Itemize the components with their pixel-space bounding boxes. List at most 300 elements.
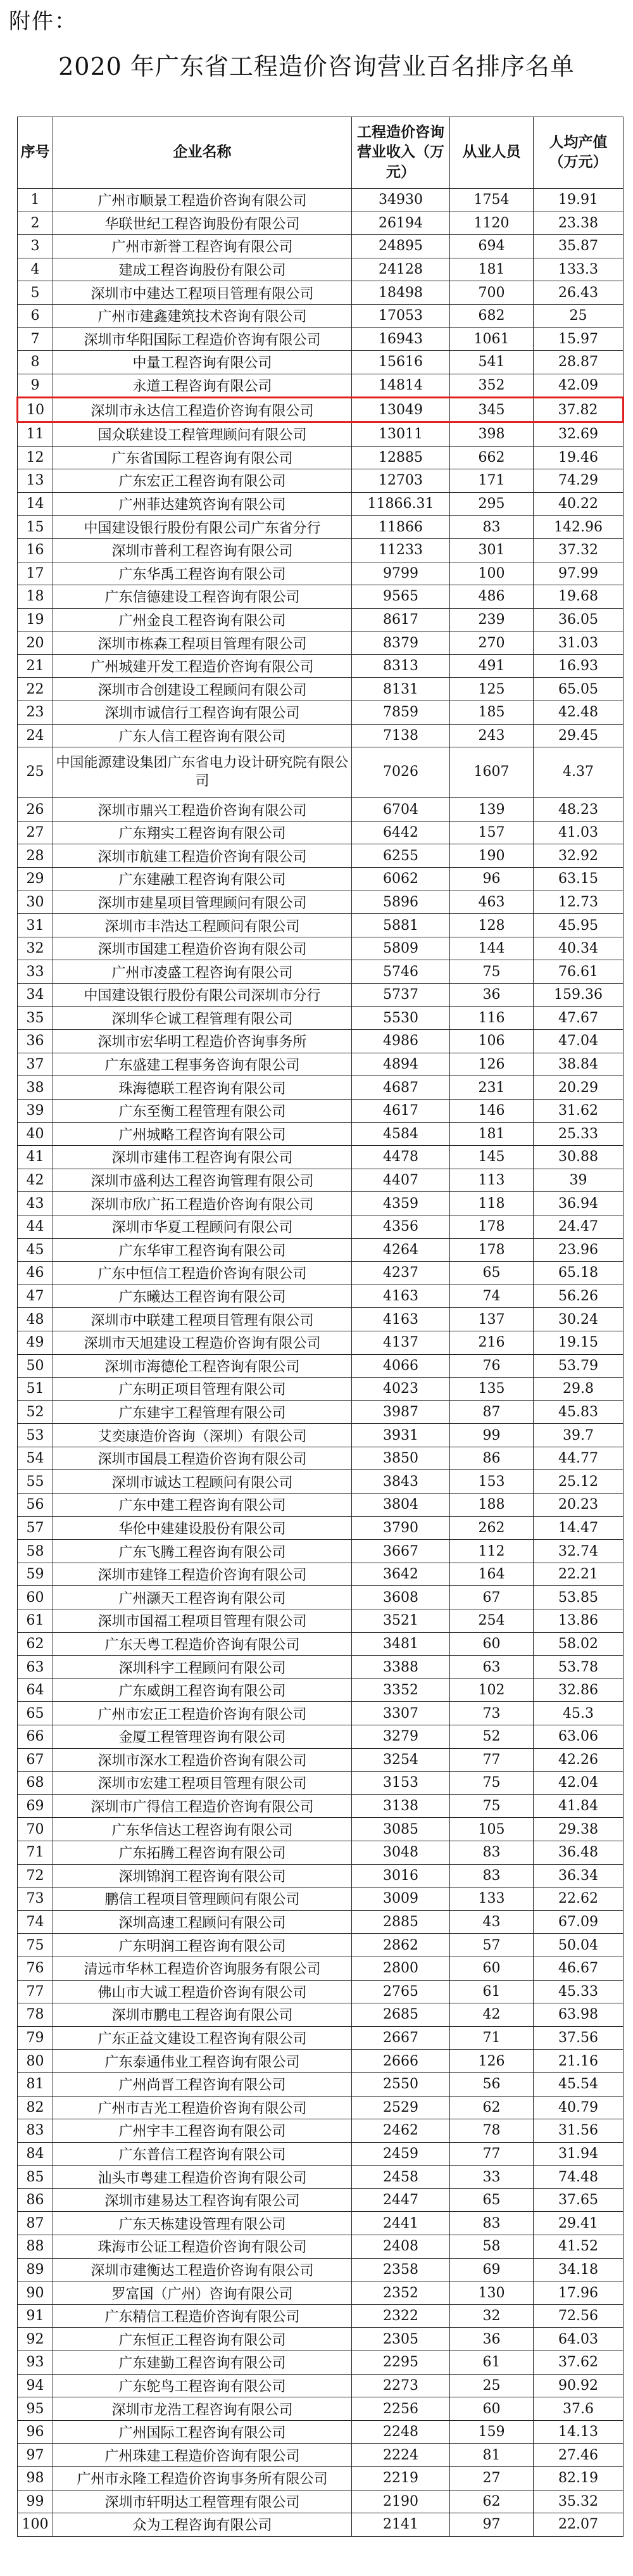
cell-avg: 41.03 <box>534 821 624 844</box>
cell-avg: 29.8 <box>534 1378 624 1401</box>
table-row <box>18 1980 624 2003</box>
cell-avg: 19.68 <box>534 585 624 609</box>
cell-staff: 73 <box>450 1702 534 1725</box>
cell-staff: 239 <box>450 608 534 631</box>
header-revenue: 工程造价咨询营业收入（万元） <box>352 117 450 189</box>
cell-avg: 42.48 <box>534 701 624 725</box>
cell-name: 深圳市轩明达工程管理有限公司 <box>53 2490 352 2513</box>
cell-revenue: 3009 <box>352 1888 450 1911</box>
cell-revenue: 2862 <box>352 1934 450 1957</box>
table-row <box>18 2212 624 2235</box>
cell-name: 广东建融工程咨询有限公司 <box>53 868 352 891</box>
cell-no: 72 <box>18 1864 53 1888</box>
table-row <box>18 1841 624 1864</box>
cell-name: 广州菲达建筑咨询有限公司 <box>53 492 352 516</box>
cell-no: 62 <box>18 1632 53 1656</box>
cell-name: 深圳市中联建工程项目管理有限公司 <box>53 1308 352 1331</box>
table-row <box>18 2235 624 2259</box>
cell-revenue: 24895 <box>352 235 450 258</box>
table-header-row <box>18 117 624 189</box>
cell-name: 深圳高速工程顾问有限公司 <box>53 1910 352 1934</box>
cell-no: 66 <box>18 1725 53 1749</box>
cell-no: 100 <box>18 2513 53 2537</box>
table-row <box>18 1702 624 1725</box>
cell-staff: 77 <box>450 2142 534 2166</box>
cell-name: 深圳市华夏工程顾问有限公司 <box>53 1215 352 1238</box>
table-row <box>18 937 624 960</box>
table-row <box>18 2351 624 2375</box>
cell-no: 35 <box>18 1006 53 1030</box>
cell-name: 广东盛建工程事务咨询有限公司 <box>53 1053 352 1076</box>
cell-name: 广东华禹工程咨询有限公司 <box>53 562 352 585</box>
cell-name: 国众联建设工程管理顾问有限公司 <box>53 422 352 446</box>
cell-revenue: 3642 <box>352 1563 450 1586</box>
cell-no: 70 <box>18 1818 53 1841</box>
cell-name: 深圳市建锋工程造价咨询有限公司 <box>53 1563 352 1586</box>
cell-staff: 1061 <box>450 327 534 351</box>
cell-staff: 181 <box>450 258 534 281</box>
cell-name: 深圳市鼎兴工程造价咨询有限公司 <box>53 798 352 822</box>
cell-avg: 25 <box>534 304 624 327</box>
cell-revenue: 14814 <box>352 374 450 398</box>
cell-name: 珠海市公证工程造价咨询有限公司 <box>53 2235 352 2259</box>
cell-staff: 65 <box>450 1262 534 1285</box>
cell-staff: 1754 <box>450 189 534 212</box>
cell-revenue: 4359 <box>352 1192 450 1215</box>
cell-staff: 178 <box>450 1215 534 1238</box>
cell-revenue: 3307 <box>352 1702 450 1725</box>
cell-no: 54 <box>18 1447 53 1470</box>
cell-no: 43 <box>18 1192 53 1215</box>
cell-revenue: 2352 <box>352 2281 450 2305</box>
cell-avg: 20.23 <box>534 1494 624 1517</box>
cell-avg: 26.43 <box>534 281 624 305</box>
table-row <box>18 798 624 822</box>
cell-staff: 137 <box>450 1308 534 1331</box>
table-row <box>18 1957 624 1980</box>
cell-name: 深圳市诚信行工程咨询有限公司 <box>53 701 352 725</box>
cell-name: 广东建勤工程咨询有限公司 <box>53 2351 352 2375</box>
cell-no: 36 <box>18 1030 53 1053</box>
cell-no: 60 <box>18 1586 53 1609</box>
cell-no: 46 <box>18 1262 53 1285</box>
table-row <box>18 1308 624 1331</box>
cell-avg: 47.04 <box>534 1030 624 1053</box>
table-row <box>18 1934 624 1957</box>
cell-revenue: 8617 <box>352 608 450 631</box>
table-row <box>18 1378 624 1401</box>
cell-avg: 133.3 <box>534 258 624 281</box>
table-row <box>18 351 624 374</box>
cell-name: 深圳市深水工程造价咨询有限公司 <box>53 1748 352 1772</box>
cell-no: 21 <box>18 654 53 678</box>
cell-revenue: 6062 <box>352 868 450 891</box>
cell-staff: 75 <box>450 1794 534 1818</box>
cell-avg: 45.33 <box>534 1980 624 2003</box>
cell-name: 广东宏正工程咨询有限公司 <box>53 469 352 493</box>
cell-no: 53 <box>18 1424 53 1447</box>
table-row <box>18 1215 624 1238</box>
cell-name: 深圳华仑诚工程管理有限公司 <box>53 1006 352 1030</box>
cell-avg: 27.46 <box>534 2444 624 2467</box>
cell-name: 广东曦达工程咨询有限公司 <box>53 1285 352 1308</box>
cell-revenue: 18498 <box>352 281 450 305</box>
cell-staff: 112 <box>450 1540 534 1563</box>
cell-revenue: 4584 <box>352 1122 450 1146</box>
table-row <box>18 281 624 305</box>
cell-no: 63 <box>18 1656 53 1679</box>
cell-revenue: 5809 <box>352 937 450 960</box>
cell-avg: 65.18 <box>534 1262 624 1285</box>
cell-staff: 398 <box>450 422 534 446</box>
cell-staff: 352 <box>450 374 534 398</box>
cell-no: 23 <box>18 701 53 725</box>
cell-avg: 4.37 <box>534 747 624 798</box>
cell-no: 9 <box>18 374 53 398</box>
table-row <box>18 1169 624 1192</box>
attachment-label: 附件： <box>9 9 77 34</box>
cell-revenue: 2800 <box>352 1957 450 1980</box>
cell-revenue: 7026 <box>352 747 450 798</box>
table-row <box>18 868 624 891</box>
cell-revenue: 4407 <box>352 1169 450 1192</box>
cell-avg: 72.56 <box>534 2304 624 2328</box>
cell-revenue: 3153 <box>352 1772 450 1795</box>
cell-no: 42 <box>18 1169 53 1192</box>
cell-avg: 63.06 <box>534 1725 624 1749</box>
cell-revenue: 3481 <box>352 1632 450 1656</box>
cell-no: 83 <box>18 2119 53 2143</box>
cell-avg: 40.79 <box>534 2096 624 2119</box>
cell-staff: 60 <box>450 1632 534 1656</box>
cell-revenue: 4687 <box>352 1076 450 1100</box>
cell-avg: 76.61 <box>534 960 624 984</box>
cell-avg: 29.41 <box>534 2212 624 2235</box>
cell-avg: 30.88 <box>534 1146 624 1169</box>
cell-avg: 21.16 <box>534 2050 624 2073</box>
cell-no: 91 <box>18 2304 53 2328</box>
cell-no: 7 <box>18 327 53 351</box>
table-row <box>18 2142 624 2166</box>
table-row <box>18 678 624 701</box>
cell-revenue: 2219 <box>352 2467 450 2490</box>
cell-revenue: 4617 <box>352 1099 450 1122</box>
table-row <box>18 2050 624 2073</box>
cell-revenue: 3850 <box>352 1447 450 1470</box>
table-row <box>18 1192 624 1215</box>
cell-avg: 31.62 <box>534 1099 624 1122</box>
cell-avg: 32.74 <box>534 1540 624 1563</box>
cell-avg: 25.12 <box>534 1470 624 1494</box>
cell-revenue: 2666 <box>352 2050 450 2073</box>
cell-no: 11 <box>18 422 53 446</box>
cell-revenue: 3790 <box>352 1516 450 1540</box>
cell-name: 广州市永隆工程造价咨询事务所有限公司 <box>53 2467 352 2490</box>
cell-staff: 100 <box>450 562 534 585</box>
cell-staff: 69 <box>450 2258 534 2281</box>
cell-staff: 102 <box>450 1678 534 1702</box>
cell-avg: 42.04 <box>534 1772 624 1795</box>
cell-name: 广州城建开发工程造价咨询有限公司 <box>53 654 352 678</box>
cell-revenue: 2685 <box>352 2003 450 2027</box>
cell-name: 广州珠建工程造价咨询有限公司 <box>53 2444 352 2467</box>
table-row <box>18 1748 624 1772</box>
table-row <box>18 422 624 446</box>
cell-no: 67 <box>18 1748 53 1772</box>
cell-name: 深圳市龙浩工程咨询有限公司 <box>53 2397 352 2421</box>
table-row <box>18 1818 624 1841</box>
cell-avg: 16.93 <box>534 654 624 678</box>
cell-avg: 37.56 <box>534 2026 624 2050</box>
cell-avg: 50.04 <box>534 1934 624 1957</box>
cell-revenue: 2529 <box>352 2096 450 2119</box>
cell-name: 鹏信工程项目管理顾问有限公司 <box>53 1888 352 1911</box>
cell-name: 广东飞腾工程咨询有限公司 <box>53 1540 352 1563</box>
cell-staff: 36 <box>450 2328 534 2351</box>
cell-name: 广州宇丰工程咨询有限公司 <box>53 2119 352 2143</box>
cell-no: 24 <box>18 724 53 747</box>
cell-staff: 145 <box>450 1146 534 1169</box>
cell-revenue: 2441 <box>352 2212 450 2235</box>
cell-name: 中国能源建设集团广东省电力设计研究院有限公司 <box>53 747 352 798</box>
table-row <box>18 562 624 585</box>
cell-name: 深圳市建易达工程咨询有限公司 <box>53 2188 352 2212</box>
cell-revenue: 3254 <box>352 1748 450 1772</box>
cell-no: 18 <box>18 585 53 609</box>
table-row <box>18 2119 624 2143</box>
cell-staff: 99 <box>450 1424 534 1447</box>
cell-staff: 463 <box>450 891 534 914</box>
cell-avg: 31.56 <box>534 2119 624 2143</box>
cell-revenue: 4023 <box>352 1378 450 1401</box>
cell-avg: 32.69 <box>534 422 624 446</box>
cell-staff: 188 <box>450 1494 534 1517</box>
cell-no: 77 <box>18 1980 53 2003</box>
cell-name: 广东天粤工程造价咨询有限公司 <box>53 1632 352 1656</box>
cell-no: 5 <box>18 281 53 305</box>
cell-staff: 345 <box>450 398 534 422</box>
cell-name: 清远市华林工程造价咨询服务有限公司 <box>53 1957 352 1980</box>
cell-avg: 58.02 <box>534 1632 624 1656</box>
table-row <box>18 2281 624 2305</box>
cell-staff: 295 <box>450 492 534 516</box>
cell-staff: 83 <box>450 1841 534 1864</box>
cell-avg: 45.95 <box>534 914 624 937</box>
cell-staff: 60 <box>450 2397 534 2421</box>
cell-no: 2 <box>18 212 53 235</box>
cell-no: 28 <box>18 844 53 868</box>
header-avg: 人均产值（万元） <box>534 117 624 189</box>
header-name: 企业名称 <box>53 117 352 189</box>
table-row <box>18 2328 624 2351</box>
cell-name: 广东拓腾工程咨询有限公司 <box>53 1841 352 1864</box>
table-row <box>18 235 624 258</box>
cell-no: 51 <box>18 1378 53 1401</box>
cell-staff: 61 <box>450 1980 534 2003</box>
cell-no: 89 <box>18 2258 53 2281</box>
cell-staff: 63 <box>450 1656 534 1679</box>
cell-no: 79 <box>18 2026 53 2050</box>
cell-no: 52 <box>18 1400 53 1424</box>
cell-avg: 53.85 <box>534 1586 624 1609</box>
cell-name: 广州市建鑫建筑技术咨询有限公司 <box>53 304 352 327</box>
table-row <box>18 1331 624 1354</box>
cell-revenue: 11866 <box>352 516 450 539</box>
cell-name: 深圳市鹏电工程咨询有限公司 <box>53 2003 352 2027</box>
cell-no: 80 <box>18 2050 53 2073</box>
cell-name: 深圳市国晨工程造价咨询有限公司 <box>53 1447 352 1470</box>
cell-name: 广东天栋建设管理有限公司 <box>53 2212 352 2235</box>
cell-revenue: 8313 <box>352 654 450 678</box>
cell-revenue: 2190 <box>352 2490 450 2513</box>
cell-revenue: 3085 <box>352 1818 450 1841</box>
cell-revenue: 2256 <box>352 2397 450 2421</box>
cell-no: 14 <box>18 492 53 516</box>
cell-name: 中量工程咨询有限公司 <box>53 351 352 374</box>
cell-avg: 25.33 <box>534 1122 624 1146</box>
cell-name: 广州灏天工程咨询有限公司 <box>53 1586 352 1609</box>
cell-no: 94 <box>18 2374 53 2397</box>
table-row <box>18 1632 624 1656</box>
table-row <box>18 1354 624 1378</box>
cell-name: 华伦中建建设股份有限公司 <box>53 1516 352 1540</box>
cell-no: 4 <box>18 258 53 281</box>
cell-no: 38 <box>18 1076 53 1100</box>
cell-name: 广州尚晋工程咨询有限公司 <box>53 2072 352 2096</box>
cell-avg: 15.97 <box>534 327 624 351</box>
cell-no: 33 <box>18 960 53 984</box>
cell-avg: 29.45 <box>534 724 624 747</box>
cell-no: 17 <box>18 562 53 585</box>
cell-revenue: 2224 <box>352 2444 450 2467</box>
cell-avg: 22.21 <box>534 1563 624 1586</box>
cell-no: 29 <box>18 868 53 891</box>
cell-name: 广州市顺景工程造价咨询有限公司 <box>53 189 352 212</box>
table-row <box>18 2420 624 2444</box>
cell-staff: 130 <box>450 2281 534 2305</box>
cell-staff: 486 <box>450 585 534 609</box>
cell-revenue: 4356 <box>352 1215 450 1238</box>
cell-staff: 61 <box>450 2351 534 2375</box>
cell-revenue: 2459 <box>352 2142 450 2166</box>
cell-name: 佛山市大诚工程造价咨询有限公司 <box>53 1980 352 2003</box>
cell-staff: 118 <box>450 1192 534 1215</box>
cell-revenue: 3279 <box>352 1725 450 1749</box>
cell-staff: 71 <box>450 2026 534 2050</box>
cell-avg: 74.29 <box>534 469 624 493</box>
cell-name: 深圳市国建工程造价咨询有限公司 <box>53 937 352 960</box>
cell-avg: 36.05 <box>534 608 624 631</box>
table-row <box>18 1586 624 1609</box>
cell-avg: 30.24 <box>534 1308 624 1331</box>
cell-avg: 56.26 <box>534 1285 624 1308</box>
table-row <box>18 1516 624 1540</box>
cell-revenue: 4137 <box>352 1331 450 1354</box>
cell-avg: 45.3 <box>534 1702 624 1725</box>
table-row <box>18 654 624 678</box>
cell-name: 深圳市宏建工程项目管理有限公司 <box>53 1772 352 1795</box>
cell-avg: 45.83 <box>534 1400 624 1424</box>
cell-name: 广东人信工程咨询有限公司 <box>53 724 352 747</box>
cell-staff: 62 <box>450 2490 534 2513</box>
table-row <box>18 1285 624 1308</box>
cell-staff: 83 <box>450 516 534 539</box>
cell-name: 罗富国（广州）咨询有限公司 <box>53 2281 352 2305</box>
cell-name: 广东明正项目管理有限公司 <box>53 1378 352 1401</box>
cell-revenue: 11233 <box>352 538 450 562</box>
cell-staff: 682 <box>450 304 534 327</box>
cell-no: 68 <box>18 1772 53 1795</box>
table-row <box>18 212 624 235</box>
cell-staff: 216 <box>450 1331 534 1354</box>
cell-staff: 159 <box>450 2420 534 2444</box>
table-row <box>18 891 624 914</box>
table-row <box>18 469 624 493</box>
cell-no: 48 <box>18 1308 53 1331</box>
cell-revenue: 11866.31 <box>352 492 450 516</box>
cell-no: 78 <box>18 2003 53 2027</box>
cell-name: 广东正益文建设工程咨询有限公司 <box>53 2026 352 2050</box>
cell-revenue: 5530 <box>352 1006 450 1030</box>
cell-no: 3 <box>18 235 53 258</box>
cell-name: 广东华信达工程咨询有限公司 <box>53 1818 352 1841</box>
table-row <box>18 1864 624 1888</box>
cell-no: 30 <box>18 891 53 914</box>
cell-revenue: 5881 <box>352 914 450 937</box>
cell-avg: 37.82 <box>534 398 624 422</box>
cell-avg: 19.91 <box>534 189 624 212</box>
cell-avg: 37.6 <box>534 2397 624 2421</box>
cell-name: 深圳市盛利达工程咨询管理有限公司 <box>53 1169 352 1192</box>
cell-name: 广东普信工程咨询有限公司 <box>53 2142 352 2166</box>
cell-no: 31 <box>18 914 53 937</box>
cell-staff: 700 <box>450 281 534 305</box>
cell-staff: 125 <box>450 678 534 701</box>
cell-no: 49 <box>18 1331 53 1354</box>
table-row <box>18 1099 624 1122</box>
cell-name: 深圳市建星项目管理顾问有限公司 <box>53 891 352 914</box>
table-row <box>18 1910 624 1934</box>
cell-no: 56 <box>18 1494 53 1517</box>
cell-avg: 64.03 <box>534 2328 624 2351</box>
cell-staff: 181 <box>450 1122 534 1146</box>
table-row <box>18 492 624 516</box>
cell-staff: 694 <box>450 235 534 258</box>
cell-avg: 63.98 <box>534 2003 624 2027</box>
cell-name: 中国建设银行股份有限公司广东省分行 <box>53 516 352 539</box>
table-row <box>18 1494 624 1517</box>
cell-no: 57 <box>18 1516 53 1540</box>
cell-name: 广州市宏正工程造价咨询有限公司 <box>53 1702 352 1725</box>
cell-avg: 41.84 <box>534 1794 624 1818</box>
cell-name: 广州市新誉工程咨询有限公司 <box>53 235 352 258</box>
cell-staff: 76 <box>450 1354 534 1378</box>
cell-name: 汕头市粤建工程造价咨询有限公司 <box>53 2166 352 2189</box>
cell-staff: 81 <box>450 2444 534 2467</box>
cell-avg: 37.65 <box>534 2188 624 2212</box>
cell-no: 73 <box>18 1888 53 1911</box>
cell-revenue: 2765 <box>352 1980 450 2003</box>
cell-revenue: 4478 <box>352 1146 450 1169</box>
cell-avg: 34.18 <box>534 2258 624 2281</box>
cell-avg: 22.62 <box>534 1888 624 1911</box>
cell-avg: 48.23 <box>534 798 624 822</box>
table-row <box>18 1146 624 1169</box>
cell-name: 深圳市建衡达工程造价咨询有限公司 <box>53 2258 352 2281</box>
cell-no: 76 <box>18 1957 53 1980</box>
cell-name: 广东泰通伟业工程咨询有限公司 <box>53 2050 352 2073</box>
table-row <box>18 446 624 469</box>
